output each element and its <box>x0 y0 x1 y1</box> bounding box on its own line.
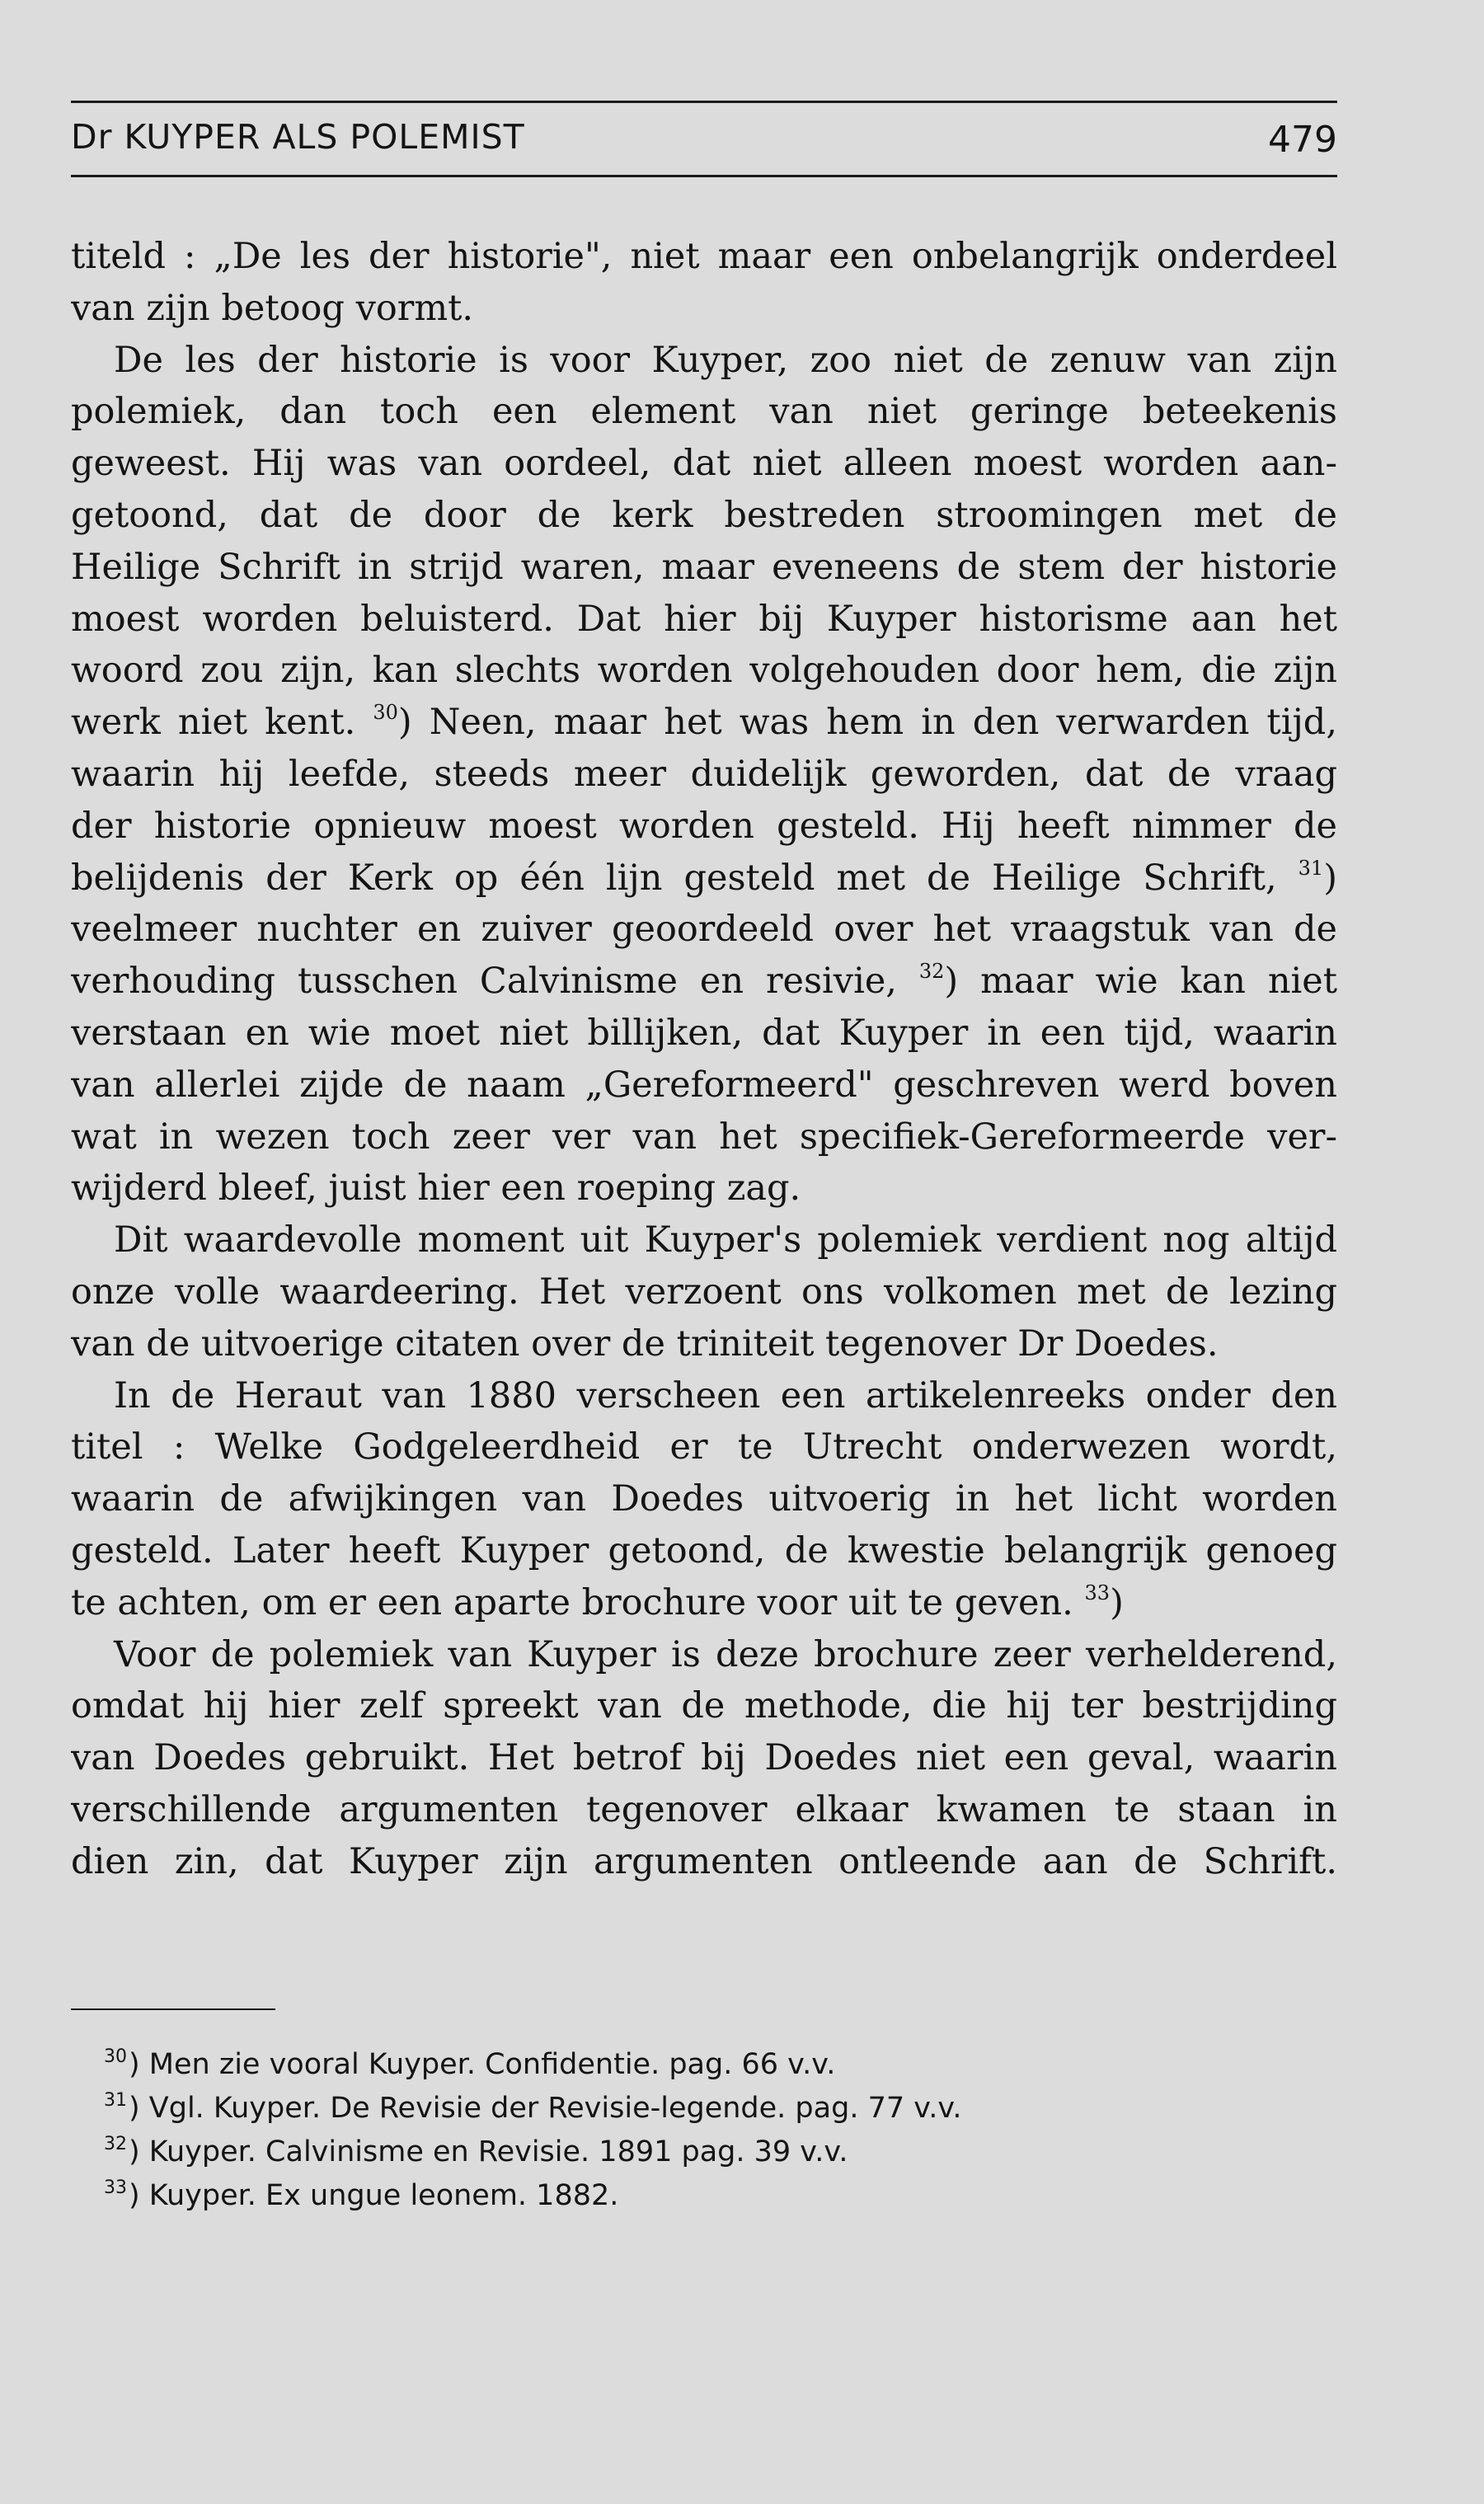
text-segment: ) Neen, maar het was hem in den verwarden tijd, <box>397 702 1337 744</box>
text-line: moest worden beluisterd. Dat hier bij Kuyper historisme aan het <box>71 598 1337 640</box>
footnote-ref: 33 <box>1084 1581 1111 1604</box>
text-line <box>71 956 1337 1008</box>
footnote-mark: 31 <box>104 2090 127 2111</box>
footnote-mark: 33 <box>104 2177 127 2198</box>
footnote-ref: 31 <box>1298 856 1324 880</box>
text-segment: belijdenis der Kerk op één lijn gesteld met de Heilige Schrift, <box>71 857 1277 899</box>
footnote <box>71 2131 1337 2174</box>
text-line: van allerlei zijde de naam „Gereformeerd" geschreven werd boven <box>71 1064 1337 1106</box>
text-line: onze volle waardeering. Het verzoent ons volkomen met de lezing <box>71 1271 1337 1313</box>
text-line: In de Heraut van 1880 verscheen een artikelenreeks onder den <box>114 1374 1337 1416</box>
footnote-ref: 32 <box>918 960 945 984</box>
body-text <box>71 231 1337 1888</box>
text-line: Voor de polemiek van Kuyper is deze brochure zeer verhelderend, <box>114 1633 1337 1675</box>
header-rule-top <box>71 101 1337 103</box>
header-rule-bottom <box>71 175 1337 177</box>
text-segment: werk niet kent. <box>71 702 356 744</box>
footnote-text: ) Men zie vooral Kuyper. Confidentie. pag. 66 v.v. <box>129 2048 836 2081</box>
page-header <box>71 114 1337 171</box>
text-line: verstaan en wie moet niet billijken, dat Kuyper in een tijd, waarin <box>71 1012 1337 1054</box>
text-line: van de uitvoerige citaten over de triniteit tegenover Dr Doedes. <box>71 1322 1219 1365</box>
running-title: Dr KUYPER ALS POLEMIST <box>71 117 525 157</box>
text-line: waarin hij leefde, steeds meer duidelijk geworden, dat de vraag <box>71 753 1337 795</box>
text-line <box>71 853 1337 904</box>
text-segment: verhouding tusschen Calvinisme en resivie, <box>71 961 897 1003</box>
footnote <box>71 2087 1337 2131</box>
text-line: der historie opnieuw moest worden gesteld. Hij heeft nimmer de <box>71 805 1337 847</box>
footnote-text: ) Kuyper. Ex ungue leonem. 1882. <box>129 2179 619 2212</box>
text-line: Heilige Schrift in strijd waren, maar eveneens de stem der historie <box>71 546 1337 588</box>
text-line: Dit waardevolle moment uit Kuyper's polemiek verdient nog altijd <box>114 1219 1337 1261</box>
text-line: polemiek, dan toch een element van niet geringe beteekenis <box>71 391 1337 433</box>
text-line: titel : Welke Godgeleerdheid er te Utrecht onderwezen wordt, <box>71 1426 1337 1468</box>
text-segment: ) <box>1110 1581 1124 1623</box>
text-line <box>71 1577 1337 1629</box>
text-line: titeld : „De les der historie", niet maar een onbelangrijk onderdeel <box>71 236 1337 277</box>
footnote-mark: 32 <box>104 2134 127 2154</box>
footnote <box>71 2174 1337 2218</box>
footnote-mark: 30 <box>104 2046 127 2067</box>
footnote-text: ) Vgl. Kuyper. De Revisie der Revisie-legende. pag. 77 v.v. <box>129 2092 962 2125</box>
footnotes <box>71 2043 1337 2218</box>
footnote <box>71 2043 1337 2087</box>
text-line: veelmeer nuchter en zuiver geoordeeld over het vraagstuk van de <box>71 909 1337 951</box>
footnote-separator <box>71 2008 275 2010</box>
text-line <box>71 697 1337 749</box>
text-line: woord zou zijn, kan slechts worden volgehouden door hem, die zijn <box>71 650 1337 692</box>
text-segment: te achten, om er een aparte brochure voor uit te geven. <box>71 1581 1073 1623</box>
text-line: waarin de afwijkingen van Doedes uitvoerig in het licht worden <box>71 1478 1337 1520</box>
text-line: dien zin, dat Kuyper zijn argumenten ontleende aan de Schrift. <box>71 1840 1337 1882</box>
page-number: 479 <box>1268 119 1337 161</box>
text-line: verschillende argumenten tegenover elkaar kwamen te staan in <box>71 1788 1337 1830</box>
footnote-text: ) Kuyper. Calvinisme en Revisie. 1891 pag. 39 v.v. <box>129 2135 848 2168</box>
text-segment: ) maar wie kan niet <box>944 961 1337 1003</box>
text-segment: ) <box>1323 857 1337 899</box>
footnote-ref: 30 <box>373 701 398 725</box>
text-line: gesteld. Later heeft Kuyper getoond, de kwestie belangrijk genoeg <box>71 1529 1337 1571</box>
text-line: omdat hij hier zelf spreekt van de methode, die hij ter bestrijding <box>71 1685 1337 1727</box>
text-line: van Doedes gebruikt. Het betrof bij Doedes niet een geval, waarin <box>71 1737 1337 1779</box>
text-line: getoond, dat de door de kerk bestreden stroomingen met de <box>71 494 1337 536</box>
text-line: geweest. Hij was van oordeel, dat niet alleen moest worden aan- <box>71 443 1337 485</box>
text-line: De les der historie is voor Kuyper, zoo niet de zenuw van zijn <box>114 339 1337 381</box>
text-line: van zijn betoog vormt. <box>71 287 474 329</box>
text-line: wat in wezen toch zeer ver van het specifiek-Gereformeerde ver- <box>71 1116 1337 1158</box>
text-line: wijderd bleef, juist hier een roeping zag. <box>71 1167 801 1210</box>
